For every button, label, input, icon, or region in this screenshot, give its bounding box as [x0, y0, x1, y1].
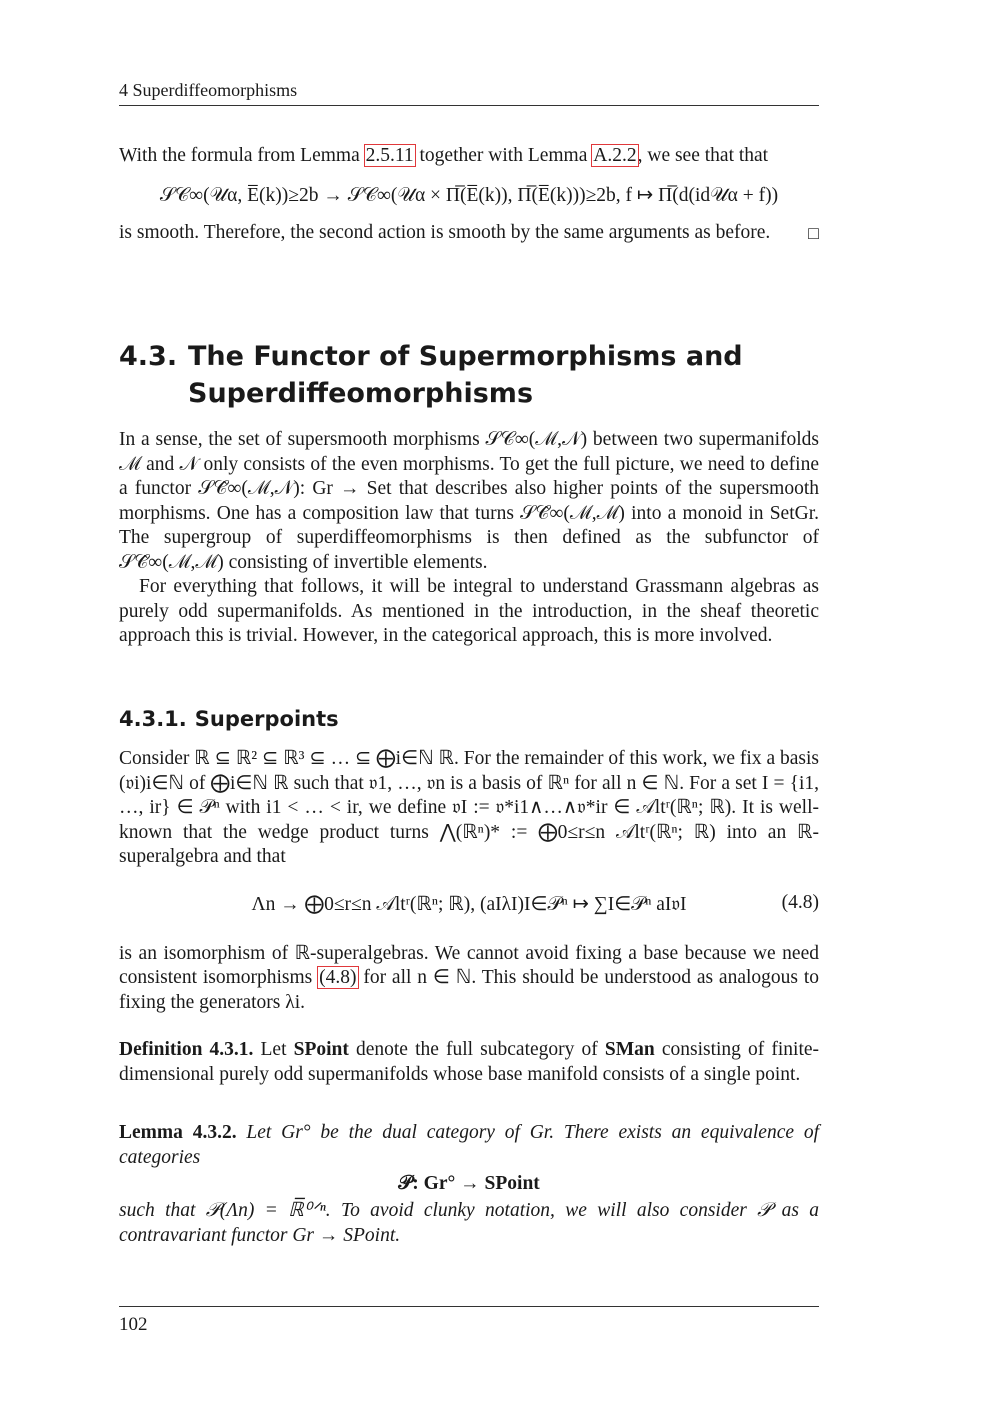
definition-text-c: consisting of finite-dimensional purely odd supermanifolds whose base manifold consists of a single point.	[119, 1039, 820, 1085]
running-head: 4 Superdiffeomorphisms	[119, 80, 819, 106]
intro-text-3: , we see that that	[637, 145, 769, 166]
lemma-text-a: Let Gr° be the dual category of Gr. There exists an equivalence of categories	[119, 1122, 819, 1168]
equation-link-4-8[interactable]: (4.8)	[319, 967, 357, 988]
subsection-heading	[119, 707, 819, 731]
subsection-body	[119, 747, 819, 1015]
spoint-term: SPoint	[293, 1039, 349, 1060]
lemma-label: Lemma 4.3.2.	[119, 1122, 237, 1143]
section-title	[188, 338, 743, 412]
page-number: 102	[119, 1314, 148, 1335]
lemma-4-3-2	[119, 1121, 819, 1170]
equation-number: (4.8)	[781, 891, 819, 913]
lemma-equation: 𝒫: Gr° → SPoint	[398, 1173, 540, 1194]
definition-4-3-1	[119, 1038, 819, 1087]
definition-text-b: denote the full subcategory of	[348, 1039, 605, 1060]
section-heading	[119, 338, 819, 412]
superpoints-paragraph-2	[119, 942, 819, 1016]
intro-block	[119, 144, 819, 245]
section-title-line1: The Functor of Supermorphisms and	[188, 341, 743, 372]
equation-4-8-body: Λn → ⨁0≤r≤n 𝒜ltʳ(ℝⁿ; ℝ), (aIλI)I∈𝒫ⁿ ↦ ∑I∈𝒫ⁿ aI𝔳I	[251, 893, 687, 915]
subsection-number: 4.3.1.	[119, 707, 187, 731]
equation-4-8	[119, 892, 819, 916]
intro-after-text: is smooth. Therefore, the second action is smooth by the same arguments as before.	[119, 221, 771, 243]
definition-label: Definition 4.3.1.	[119, 1039, 254, 1060]
intro-text-1: With the formula from Lemma	[119, 145, 365, 166]
footer-rule	[119, 1306, 819, 1307]
qed-symbol: □	[808, 222, 819, 243]
section-body	[119, 428, 819, 649]
section-paragraph-1: In a sense, the set of supersmooth morphisms 𝒮𝒞∞(ℳ,𝒩) between two supermanifolds ℳ and 𝒩 only consists of the even morphisms. To get the full picture, we need to define a functor 𝒮𝒞̂∞(ℳ,𝒩): Gr → Set that describes also higher points of the supersmooth morphisms. One has a composition law that turns 𝒮𝒞̂∞(ℳ,ℳ) into a monoid in SetGr. The supergroup of superdiffeomorphisms is then defined as the subfunctor of 𝒮𝒞̂∞(ℳ,ℳ) consisting of invertible elements.	[119, 429, 819, 573]
lemma-block	[119, 1121, 819, 1248]
lemma-link-a-2-2[interactable]: A.2.2	[593, 145, 637, 166]
intro-equation: 𝒮𝒞∞(𝒰α, E̅(k))≥2b → 𝒮𝒞∞(𝒰α × Π̅(E̅(k)), Π̅(E̅(k)))≥2b, f ↦ Π̅(d(id𝒰α + f))	[159, 184, 779, 206]
subsection-title: Superpoints	[194, 707, 339, 731]
superpoints-text-b: for all n ∈ ℕ. This should be understood as analogous to fixing the generators λi.	[119, 967, 819, 1013]
intro-after-paragraph	[119, 221, 819, 246]
section-paragraph-2: For everything that follows, it will be integral to understand Grassmann algebras as purely odd supermanifolds. As mentioned in the introduction, in the sheaf theoretic approach this is trivial. However, in the categorical approach, this is more involved.	[119, 576, 819, 646]
superpoints-paragraph-1: Consider ℝ ⊆ ℝ² ⊆ ℝ³ ⊆ … ⊆ ⨁i∈ℕ ℝ. For the remainder of this work, we fix a basis (𝔳i)i∈ℕ of ⨁i∈ℕ ℝ such that 𝔳1, …, 𝔳n is a basis of ℝⁿ for all n ∈ ℕ. For a set I = {i1, …, ir} ∈ 𝒫ⁿ with i1 < … < ir, we define 𝔳I := 𝔳*i1∧…∧𝔳*ir ∈ 𝒜ltʳ(ℝⁿ; ℝ). It is well-known that the wedge product turns ⋀(ℝⁿ)* := ⨁0≤r≤n 𝒜ltʳ(ℝⁿ; ℝ) into an ℝ-superalgebra and that	[119, 748, 820, 867]
subsection-heading-block	[119, 707, 819, 731]
section-heading-block	[119, 338, 819, 412]
intro-paragraph	[119, 144, 819, 169]
definition-block	[119, 1038, 819, 1087]
sman-term: SMan	[604, 1039, 655, 1060]
lemma-link-2-5-11[interactable]: 2.5.11	[365, 145, 414, 166]
superpoints-text-a: is an isomorphism of ℝ-superalgebras. We cannot avoid fixing a base because we need consistent isomorphisms	[119, 942, 819, 988]
intro-text-2: together with Lemma	[414, 145, 593, 166]
lemma-text-b: such that 𝒫(Λn) = ℝ̅⁰ᐟⁿ. To avoid clunky notation, we will also consider 𝒫 as a contravariant functor Gr → SPoint.	[119, 1200, 819, 1246]
section-number: 4.3.	[119, 341, 178, 372]
section-title-line2: Superdiffeomorphisms	[188, 378, 534, 409]
definition-text-a: Let	[253, 1039, 294, 1060]
